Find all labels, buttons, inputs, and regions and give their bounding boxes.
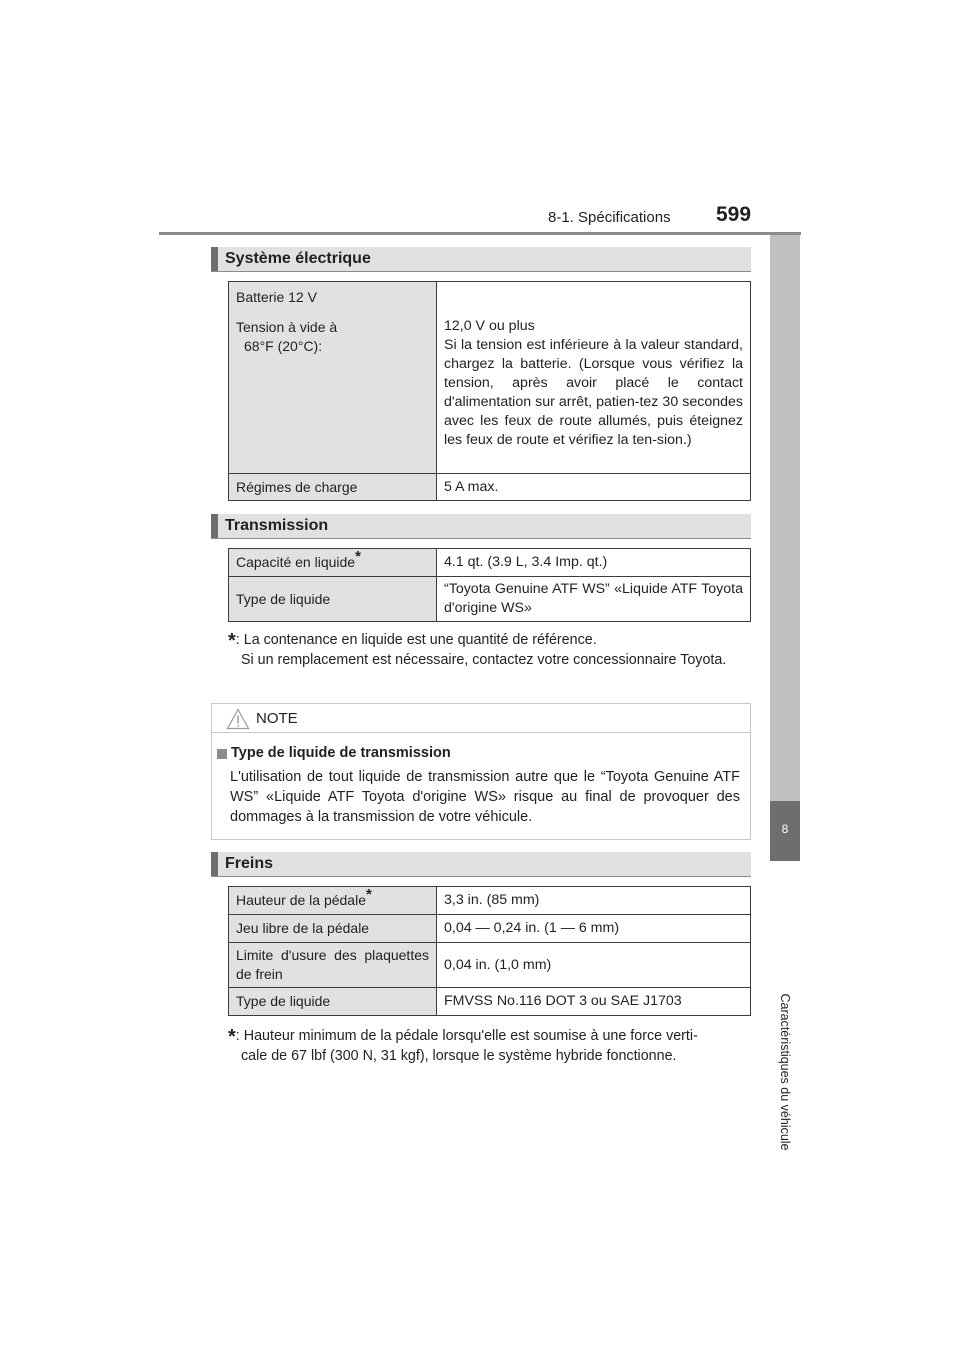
footnote-first-line: : La contenance en liquide est une quantité de référence. bbox=[235, 632, 597, 648]
brake-fluid-type-value: FMVSS No.116 DOT 3 ou SAE J1703 bbox=[437, 988, 751, 1016]
battery-label: Batterie 12 V bbox=[236, 289, 317, 305]
pedal-height-label-cell bbox=[229, 887, 437, 915]
brakes-footnote bbox=[228, 1024, 746, 1066]
chapter-number: 8 bbox=[781, 822, 789, 836]
chapter-tab-bar bbox=[770, 235, 800, 801]
section-title: Freins bbox=[225, 855, 274, 872]
section-heading-electrical bbox=[211, 247, 751, 272]
fluid-type-value: “Toyota Genuine ATF WS” «Liquide ATF Toyota d'origine WS» bbox=[437, 577, 751, 622]
section-title: Système électrique bbox=[225, 250, 371, 267]
note-header bbox=[212, 704, 750, 733]
brakes-spec-table bbox=[228, 886, 751, 1016]
electrical-spec-table bbox=[228, 281, 751, 501]
table-row bbox=[229, 887, 751, 915]
table-row bbox=[229, 915, 751, 943]
section-title: Transmission bbox=[225, 517, 329, 534]
note-heading: Type de liquide de transmission bbox=[231, 745, 451, 761]
voltage-value-cell bbox=[437, 282, 751, 474]
transmission-footnote bbox=[228, 628, 746, 670]
header-section-title: 8-1. Spécifications bbox=[548, 209, 671, 226]
charge-value: 5 A max. bbox=[437, 474, 751, 501]
header-rule bbox=[159, 232, 801, 235]
pedal-freeplay-label: Jeu libre de la pédale bbox=[229, 915, 437, 943]
warning-triangle-icon bbox=[226, 708, 250, 730]
page-number: 599 bbox=[716, 203, 752, 226]
footnote-continuation: Si un remplacement est nécessaire, contactez votre concessionnaire Toyota. bbox=[241, 652, 727, 668]
footnote-asterisk: * bbox=[228, 630, 236, 652]
table-row bbox=[229, 282, 751, 474]
pad-wear-label: Limite d'usure des plaquettes de frein bbox=[229, 943, 437, 988]
fluid-type-label: Type de liquide bbox=[229, 577, 437, 622]
asterisk-mark: * bbox=[355, 548, 361, 565]
transmission-spec-table bbox=[228, 548, 751, 622]
voltage-note: Si la tension est inférieure à la valeur standard, chargez la batterie. (Lorsque vous vérifiez la tension, après avoir placé le contact d'alimentation sur arrêt, patien-tez 30 secondes avec les feux de route allumés, puis éteignez les feux de route et vérifiez la ten-sion.) bbox=[444, 337, 743, 448]
note-title: NOTE bbox=[256, 710, 298, 727]
pedal-height-label: Hauteur de la pédale bbox=[236, 892, 366, 908]
table-row bbox=[229, 549, 751, 577]
voltage-label-temp: 68°F (20°C): bbox=[244, 338, 323, 354]
section-heading-transmission bbox=[211, 514, 751, 539]
fluid-capacity-label-cell bbox=[229, 549, 437, 577]
note-text: L'utilisation de tout liquide de transmission autre que le “Toyota Genuine ATF WS” «Liquide ATF Toyota d'origine WS» risque au final de provoquer des dommages à la transmission de votre véhicule. bbox=[230, 769, 740, 825]
footnote-first-line: : Hauteur minimum de la pédale lorsqu'elle est soumise à une force verti- bbox=[235, 1028, 698, 1044]
pedal-height-value: 3,3 in. (85 mm) bbox=[437, 887, 751, 915]
table-row bbox=[229, 577, 751, 622]
battery-label-cell bbox=[229, 282, 437, 474]
table-row bbox=[229, 988, 751, 1016]
voltage-label: Tension à vide à bbox=[236, 319, 338, 335]
note-box bbox=[211, 703, 751, 840]
voltage-value: 12,0 V ou plus bbox=[444, 318, 535, 334]
fluid-capacity-label: Capacité en liquide bbox=[236, 554, 356, 570]
asterisk-mark: * bbox=[366, 886, 372, 903]
note-bullet-square bbox=[217, 749, 227, 759]
fluid-capacity-value: 4.1 qt. (3.9 L, 3.4 Imp. qt.) bbox=[437, 549, 751, 577]
pedal-freeplay-value: 0,04 — 0,24 in. (1 — 6 mm) bbox=[437, 915, 751, 943]
table-row bbox=[229, 474, 751, 501]
footnote-continuation: cale de 67 lbf (300 N, 31 kgf), lorsque le système hybride fonctionne. bbox=[241, 1048, 677, 1064]
chapter-title: Caractéristiques du véhicule bbox=[778, 993, 792, 1151]
section-heading-brakes bbox=[211, 852, 751, 877]
brake-fluid-type-label: Type de liquide bbox=[229, 988, 437, 1016]
table-row bbox=[229, 943, 751, 988]
pad-wear-value: 0,04 in. (1,0 mm) bbox=[437, 943, 751, 988]
footnote-asterisk: * bbox=[228, 1026, 236, 1048]
charge-label: Régimes de charge bbox=[229, 474, 437, 501]
